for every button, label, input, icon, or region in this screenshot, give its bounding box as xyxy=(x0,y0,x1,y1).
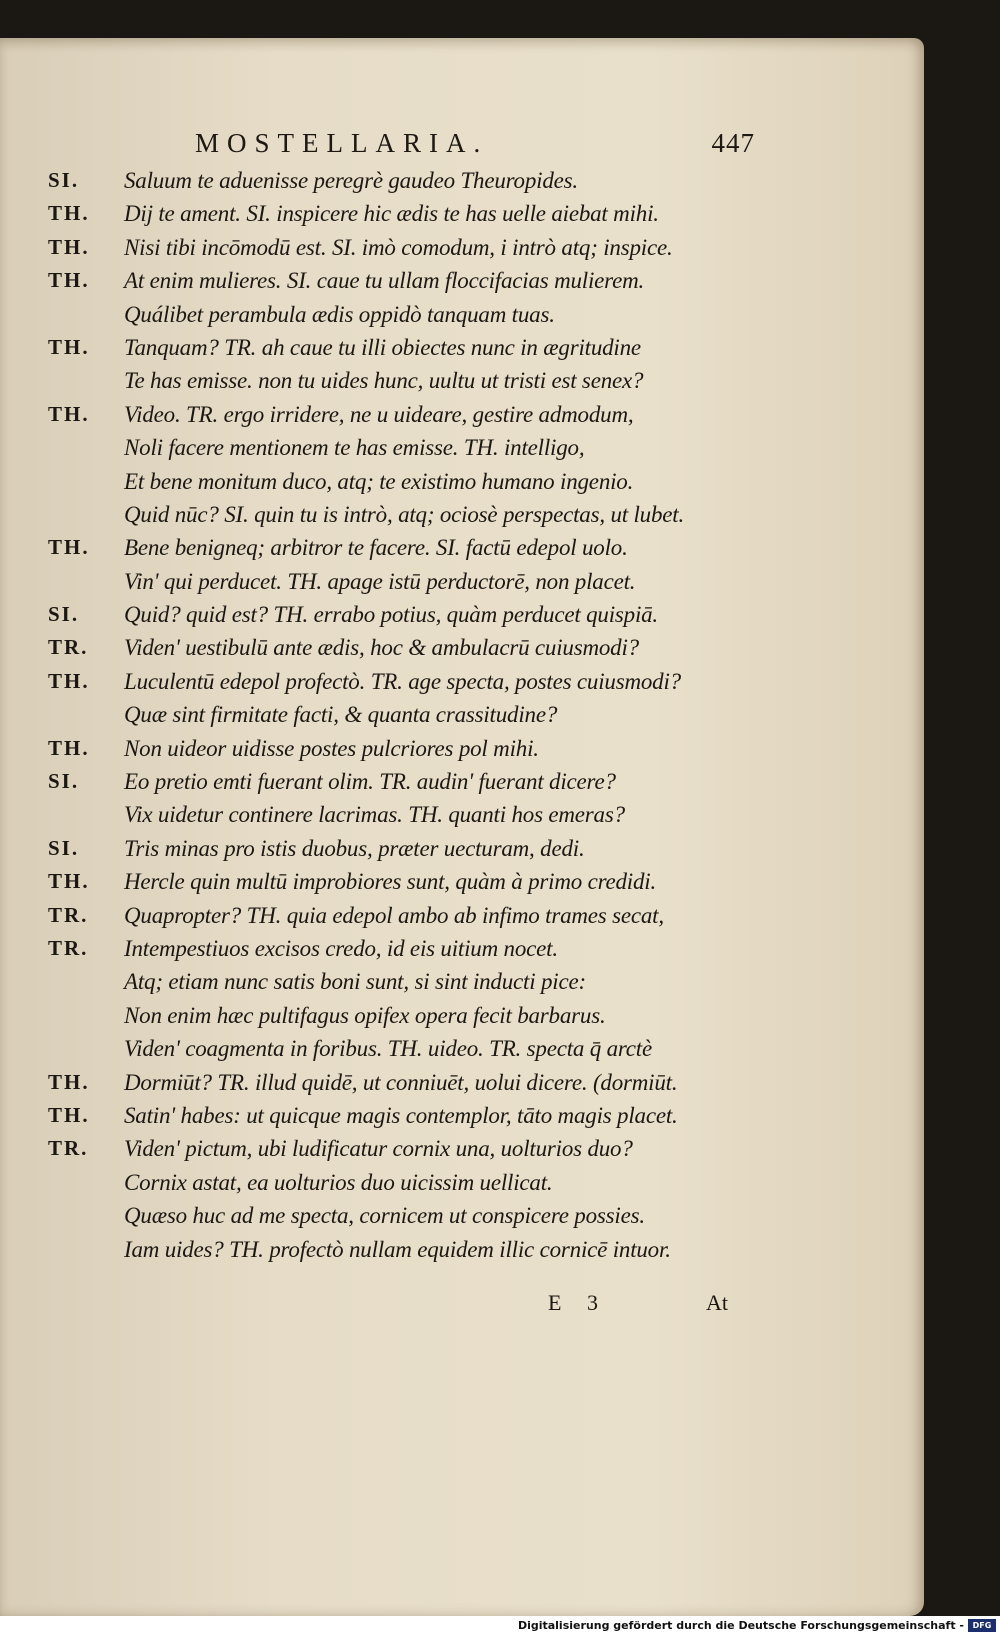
verse-text: Quæso huc ad me specta, cornicem ut conspicere possies. xyxy=(124,1203,645,1229)
credit-text: Digitalisierung gefördert durch die Deutsche Forschungsgemeinschaft - xyxy=(517,1619,964,1632)
verse-text: Quapropter? TH. quia edepol ambo ab infimo trames secat, xyxy=(124,902,664,928)
dfg-logo-icon: DFG xyxy=(968,1619,996,1632)
speaker-label: SI. xyxy=(48,835,80,860)
verse-text: Tanquam? TR. ah caue tu illi obiectes nunc in ægritudine xyxy=(124,334,641,360)
speaker-label: TH. xyxy=(48,1102,90,1127)
verse-text: Hercle quin multū improbiores sunt, quàm à primo credidi. xyxy=(124,869,657,895)
speaker-label: TH. xyxy=(48,668,90,693)
verse-text: Bene benigneq; arbitror te facere. SI. factū edepol uolo. xyxy=(124,535,628,561)
verse-text: Vix uidetur continere lacrimas. TH. quanti hos emeras? xyxy=(124,802,625,828)
verse-line xyxy=(36,665,756,698)
running-title: MOSTELLARIA. xyxy=(195,128,489,158)
speaker-label: TH. xyxy=(48,268,90,293)
verse-line xyxy=(36,732,756,765)
verse-text: Saluum te aduenisse peregrè gaudeo Theuropides. xyxy=(124,168,578,193)
verse-text: Dormiūt? TR. illud quidē, ut conniuēt, uolui dicere. (dormiūt. xyxy=(124,1069,678,1095)
verse-text: Viden' coagmenta in foribus. TH. uideo. TR. specta q̄ arctè xyxy=(124,1036,653,1062)
verse-text: Intempestiuos excisos credo, id eis uitium nocet. xyxy=(124,935,558,961)
speaker-label: TH. xyxy=(48,401,90,426)
verse-text: Dij te ament. SI. inspicere hic ædis te has uelle aiebat mihi. xyxy=(124,201,659,227)
verse-text: Eo pretio emti fuerant olim. TR. audin' fuerant dicere? xyxy=(124,769,616,795)
speaker-label: TR. xyxy=(48,902,89,927)
verse-text: Atq; etiam nunc satis boni sunt, si sint inducti pice: xyxy=(124,969,586,995)
verse-text: Nisi tibi incōmodū est. SI. imò comodum, i intrò atq; inspice. xyxy=(124,234,673,260)
verse-line xyxy=(36,832,756,865)
verse-text: Iam uides? TH. profectò nullam equidem illic cornicē intuor. xyxy=(124,1236,671,1262)
signature-mark: E 3 xyxy=(548,1290,608,1315)
play-text xyxy=(36,164,756,1266)
speaker-label: TH. xyxy=(48,234,90,259)
verse-line xyxy=(36,565,756,598)
verse-line xyxy=(36,331,756,364)
speaker-label: TH. xyxy=(48,201,90,226)
verse-text: Luculentū edepol profectò. TR. age specta, postes cuiusmodi? xyxy=(124,668,681,694)
speaker-label: TH. xyxy=(48,735,90,760)
verse-text: Satin' habes: ut quicque magis contemplor, tāto magis placet. xyxy=(124,1102,678,1128)
verse-line xyxy=(36,965,756,998)
verse-line xyxy=(36,765,756,798)
verse-line xyxy=(36,899,756,932)
verse-line xyxy=(36,398,756,431)
verse-line xyxy=(36,865,756,898)
verse-line xyxy=(36,1066,756,1099)
verse-line xyxy=(36,798,756,831)
verse-text: Tris minas pro istis duobus, præter uecturam, dedi. xyxy=(124,835,585,861)
verse-text: Quid nūc? SI. quin tu is intrò, atq; ociosè perspectas, ut lubet. xyxy=(124,501,685,527)
verse-text: Non uideor uidisse postes pulcriores pol mihi. xyxy=(124,735,539,761)
page-number: 447 xyxy=(711,128,755,158)
verse-line xyxy=(36,698,756,731)
verse-text: Viden' pictum, ubi ludificatur cornix una, uolturios duo? xyxy=(124,1136,633,1162)
verse-line xyxy=(36,231,756,264)
verse-line xyxy=(36,298,756,331)
verse-line xyxy=(36,1233,756,1266)
verse-text: Quæ sint firmitate facti, & quanta crassitudine? xyxy=(124,702,558,728)
verse-text: Cornix astat, ea uolturios duo uicissim uellicat. xyxy=(124,1169,553,1195)
verse-line xyxy=(36,264,756,297)
speaker-label: SI. xyxy=(48,769,80,794)
speaker-label: TR. xyxy=(48,635,89,660)
speaker-label: SI. xyxy=(48,168,80,192)
verse-text: Non enim hæc pultifagus opifex opera fecit barbarus. xyxy=(124,1002,606,1028)
verse-line xyxy=(36,531,756,564)
page-footer xyxy=(548,1290,728,1324)
verse-line xyxy=(36,631,756,664)
speaker-label: SI. xyxy=(48,602,80,627)
verse-text: At enim mulieres. SI. caue tu ullam floccifacias mulierem. xyxy=(124,268,645,294)
verse-text: Te has emisse. non tu uides hunc, uultu ut tristi est senex? xyxy=(124,368,644,394)
verse-line xyxy=(36,164,756,197)
page-header xyxy=(195,124,755,164)
verse-text: Quálibet perambula ædis oppidò tanquam tuas. xyxy=(124,301,555,327)
speaker-label: TH. xyxy=(48,1069,90,1094)
verse-line xyxy=(36,364,756,397)
verse-line xyxy=(36,1032,756,1065)
verse-line xyxy=(36,465,756,498)
verse-line xyxy=(36,598,756,631)
verse-line xyxy=(36,1199,756,1232)
verse-text: Et bene monitum duco, atq; te existimo humano ingenio. xyxy=(124,468,634,494)
verse-text: Viden' uestibulū ante ædis, hoc & ambulacrū cuiusmodi? xyxy=(124,635,639,661)
verse-line xyxy=(36,1099,756,1132)
verse-line xyxy=(36,999,756,1032)
digitization-credit-bar xyxy=(0,1616,1000,1636)
speaker-label: TR. xyxy=(48,935,89,960)
speaker-label: TH. xyxy=(48,334,90,359)
verse-line xyxy=(36,197,756,230)
verse-line xyxy=(36,431,756,464)
verse-line xyxy=(36,1166,756,1199)
verse-line xyxy=(36,1132,756,1165)
verse-text: Quid? quid est? TH. errabo potius, quàm perducet quispiā. xyxy=(124,602,658,628)
speaker-label: TR. xyxy=(48,1136,89,1161)
speaker-label: TH. xyxy=(48,869,90,894)
verse-text: Video. TR. ergo irridere, ne u uideare, gestire admodum, xyxy=(124,401,634,427)
verse-line xyxy=(36,498,756,531)
speaker-label: TH. xyxy=(48,535,90,560)
catchword: At xyxy=(706,1290,728,1315)
verse-text: Vin' qui perducet. TH. apage istū perductorē, non placet. xyxy=(124,568,636,594)
verse-text: Noli facere mentionem te has emisse. TH. intelligo, xyxy=(124,435,585,461)
verse-line xyxy=(36,932,756,965)
